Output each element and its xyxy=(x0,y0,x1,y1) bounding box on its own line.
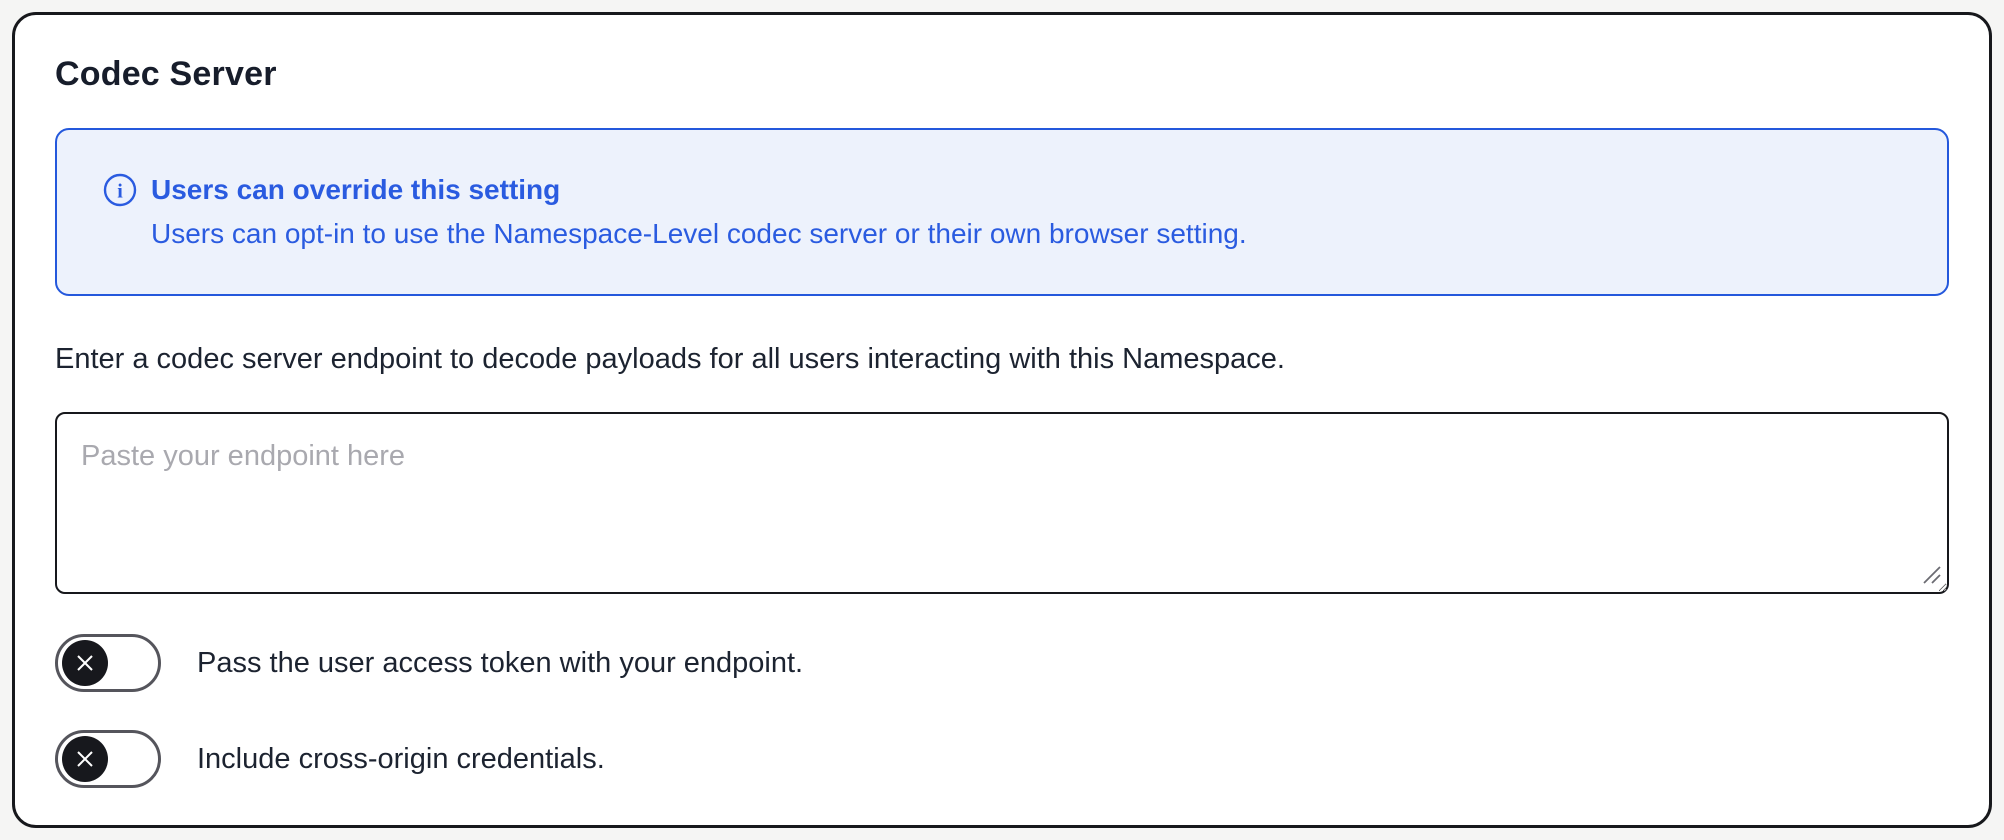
override-info-banner xyxy=(55,128,1949,296)
endpoint-input[interactable] xyxy=(55,412,1949,594)
cross-origin-label: Include cross-origin credentials. xyxy=(197,743,605,775)
cross-origin-toggle[interactable] xyxy=(55,730,161,788)
access-token-row xyxy=(55,634,1949,692)
page-title: Codec Server xyxy=(55,55,277,93)
endpoint-instruction: Enter a codec server endpoint to decode payloads for all users interacting with this Namespace. xyxy=(55,343,1285,375)
svg-text:i: i xyxy=(117,180,123,203)
access-token-toggle[interactable] xyxy=(55,634,161,692)
banner-description: Users can opt-in to use the Namespace-Level codec server or their own browser setting. xyxy=(151,218,1247,249)
endpoint-textarea-wrap xyxy=(55,412,1949,594)
cross-origin-row xyxy=(55,730,1949,788)
x-icon xyxy=(74,748,96,770)
toggle-knob xyxy=(62,640,108,686)
access-token-label: Pass the user access token with your endpoint. xyxy=(197,647,804,679)
x-icon xyxy=(74,652,96,674)
banner-text-block xyxy=(151,172,1247,252)
info-icon xyxy=(103,173,137,207)
toggle-knob xyxy=(62,736,108,782)
codec-server-card xyxy=(12,12,1992,828)
banner-title: Users can override this setting xyxy=(151,174,561,205)
